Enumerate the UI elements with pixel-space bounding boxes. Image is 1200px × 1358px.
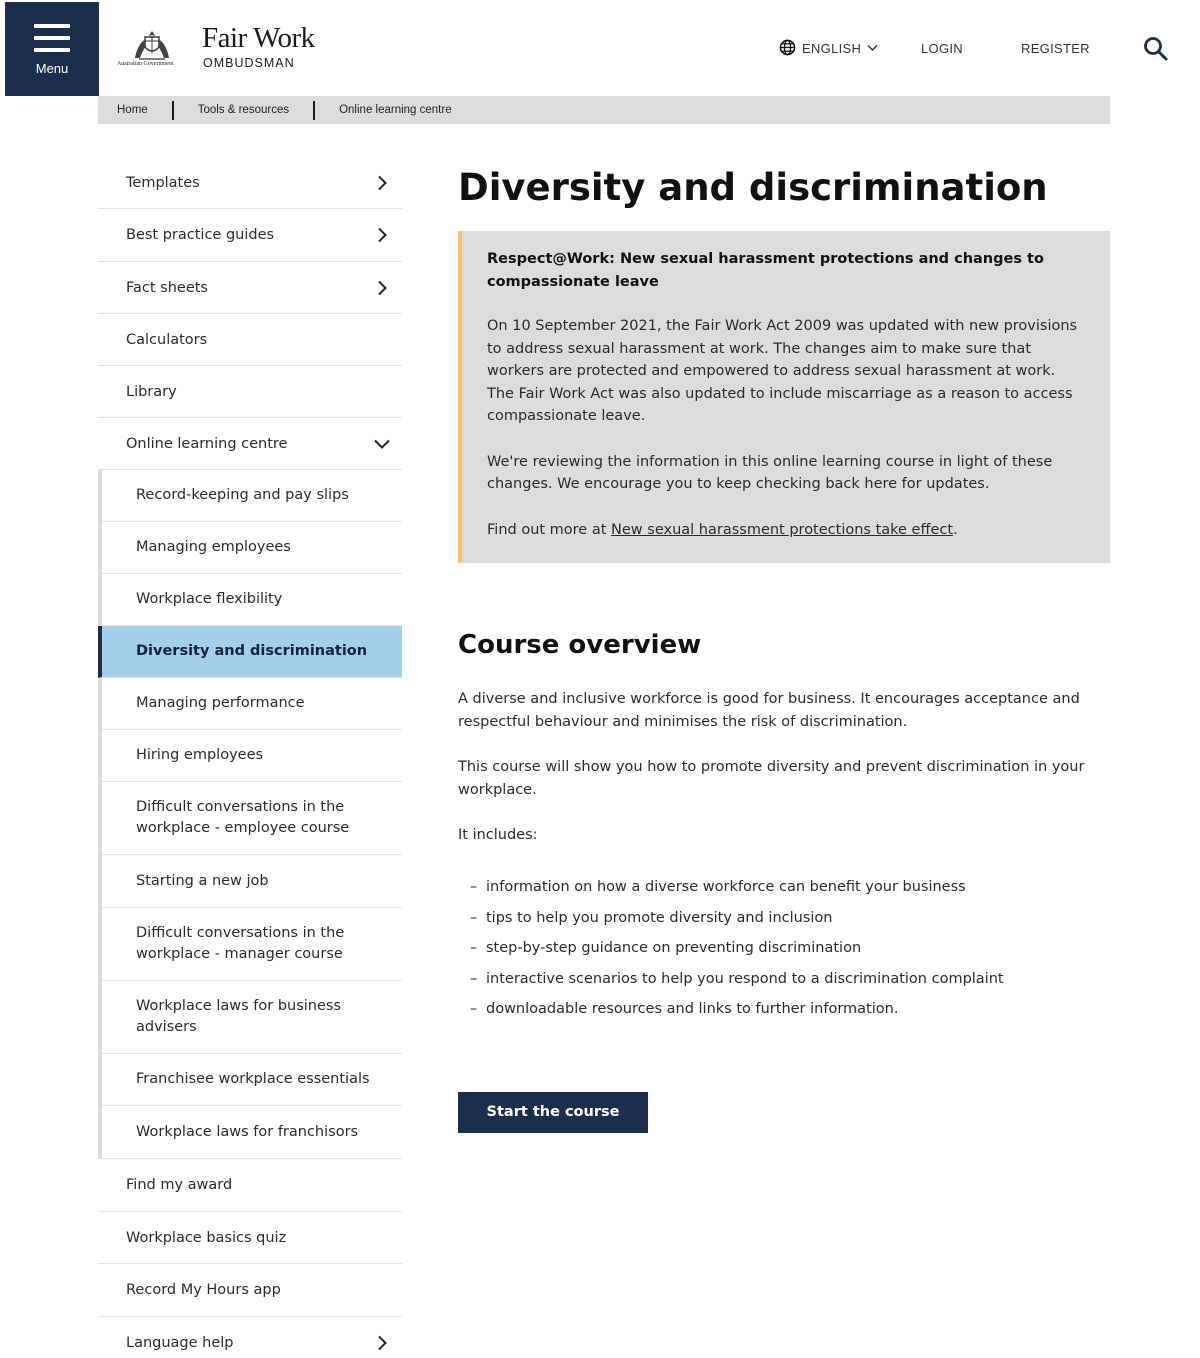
sub-item-label: Hiring employees [136,747,264,763]
list-item: – information on how a diverse workforce can benefit your business [470,879,1004,910]
register-link[interactable]: REGISTER [1021,41,1090,56]
start-course-button[interactable]: Start the course [458,1092,648,1133]
globe-icon [779,39,796,56]
nav-item-label: Language help [126,1334,234,1351]
overview-paragraph: This course will show you how to promote diversity and prevent discrimination in your workplace. [458,759,1085,798]
overview-paragraph: A diverse and inclusive workforce is good for business. It encourages acceptance and respectful behaviour and minimises the risk of discrimination. [458,691,1080,730]
gov-text: Australian Government [117,61,174,67]
brand-subtitle: OMBUDSMAN [203,56,295,70]
nav-item-templates[interactable] [98,157,402,209]
sub-item-workplace-laws-advisers[interactable] [102,981,402,1054]
sub-item-label: Difficult conversations in the workplace - employee course [136,799,350,836]
notice-text: . [953,521,958,538]
menu-button[interactable] [5,2,99,96]
nav-item-label: Record My Hours app [126,1282,281,1298]
brand-name: Fair Work [202,22,315,54]
sub-item-label: Difficult conversations in the workplace - manager course [136,925,345,962]
notice-text: Find out more at [487,521,612,538]
page-title: Diversity and discrimination [458,166,1048,209]
menu-label: Menu [35,61,69,76]
notice-paragraph [487,519,1082,542]
language-label: ENGLISH [802,41,862,56]
sub-item-difficult-conversations-manager[interactable] [102,908,402,981]
sub-item-record-keeping[interactable] [102,470,402,522]
sub-item-diversity-discrimination[interactable] [98,626,402,678]
sub-item-label: Managing employees [136,539,291,555]
nav-item-label: Templates [126,174,200,191]
nav-item-label: Library [126,383,177,400]
list-item: – step-by-step guidance on preventing discrimination [470,940,1004,971]
fair-work-logo[interactable] [117,24,337,74]
nav-item-library[interactable] [98,366,402,418]
sub-item-workplace-flexibility[interactable] [102,574,402,626]
online-learning-subnav [98,470,402,1159]
sub-item-starting-new-job[interactable] [102,855,402,908]
course-overview-text [458,688,1098,870]
sub-item-franchisee-essentials[interactable] [102,1054,402,1106]
login-link[interactable]: LOGIN [921,41,963,56]
list-item-text: downloadable resources and links to further information. [486,1001,899,1017]
nav-item-find-my-award[interactable] [98,1159,402,1212]
chevron-right-icon [374,280,390,296]
nav-item-record-my-hours[interactable] [98,1264,402,1317]
nav-item-language-help[interactable] [98,1317,402,1358]
sub-item-difficult-conversations-employee[interactable] [102,782,402,855]
chevron-down-icon [372,436,392,452]
chevron-right-icon [374,227,390,243]
list-item: – tips to help you promote diversity and inclusion [470,910,1004,941]
list-item-text: information on how a diverse workforce can benefit your business [486,879,966,895]
notice-title: Respect@Work: New sexual harassment protections and changes to compassionate leave [487,251,1044,290]
course-includes-list [470,879,1004,1032]
sub-item-hiring-employees[interactable] [102,730,402,782]
side-navigation [98,157,402,1358]
list-item: – interactive scenarios to help you respond to a discrimination complaint [470,971,1004,1002]
sub-item-label: Workplace laws for franchisors [136,1123,359,1140]
nav-item-online-learning-centre[interactable] [98,418,402,470]
coat-of-arms-icon [131,28,173,62]
search-icon[interactable] [1143,36,1169,62]
sub-item-workplace-laws-franchisors[interactable] [102,1106,402,1159]
chevron-down-icon [867,44,878,52]
chevron-right-icon [374,175,390,191]
notice-paragraph: On 10 September 2021, the Fair Work Act 2009 was updated with new provisions to address sexual harassment at work. The changes aim to make sure that workers are protected and empowered to address sexual harassment at work. The Fair Work Act was also updated to include miscarriage as a reason to access compassionate leave. [487,318,1078,424]
sub-item-label: Workplace flexibility [136,591,283,607]
overview-paragraph: It includes: [458,827,538,843]
sub-item-label: Managing performance [136,695,305,711]
sub-item-label: Starting a new job [136,872,269,889]
sub-item-label: Franchisee workplace essentials [136,1071,370,1087]
main-content [458,160,1110,1120]
nav-item-label: Workplace basics quiz [126,1229,287,1246]
list-item-text: step-by-step guidance on preventing discrimination [486,940,862,956]
sub-item-label: Diversity and discrimination [136,643,368,659]
nav-item-workplace-basics-quiz[interactable] [98,1212,402,1264]
list-item-text: interactive scenarios to help you respond to a discrimination complaint [486,970,1004,987]
sub-item-managing-employees[interactable] [102,522,402,574]
nav-item-label: Find my award [126,1177,233,1193]
breadcrumb [98,96,1110,124]
list-item-text: tips to help you promote diversity and inclusion [486,909,833,926]
nav-item-label: Fact sheets [126,279,208,296]
sub-item-label: Workplace laws for business advisers [136,998,342,1035]
nav-item-calculators[interactable] [98,314,402,366]
breadcrumb-separator [172,101,174,120]
harassment-protections-link[interactable]: New sexual harassment protections take effect [611,521,954,538]
course-overview-heading: Course overview [458,630,702,660]
list-item: – downloadable resources and links to further information. [470,1001,1004,1032]
nav-item-label: Online learning centre [126,435,288,452]
hamburger-icon [34,24,70,60]
notice-box [458,231,1110,563]
nav-item-fact-sheets[interactable] [98,262,402,314]
breadcrumb-home[interactable]: Home [117,104,148,116]
breadcrumb-separator [313,101,315,120]
chevron-right-icon [374,1335,390,1351]
sub-item-managing-performance[interactable] [102,678,402,730]
breadcrumb-online-learning-centre[interactable]: Online learning centre [339,104,452,116]
nav-item-label: Calculators [126,331,208,348]
breadcrumb-tools-resources[interactable]: Tools & resources [197,104,290,116]
language-selector[interactable] [779,38,878,56]
nav-item-label: Best practice guides [126,227,275,243]
notice-paragraph: We're reviewing the information in this online learning course in light of these changes. We encourage you to keep checking back here for updates. [487,453,1053,492]
nav-item-best-practice-guides[interactable] [98,209,402,262]
sub-item-label: Record-keeping and pay slips [136,487,349,503]
